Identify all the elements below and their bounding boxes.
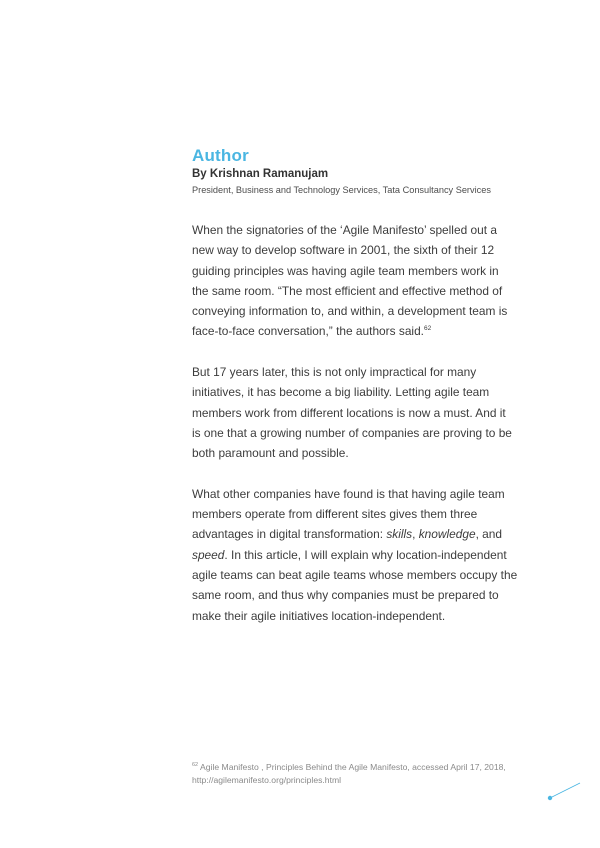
paragraph-1 [192, 220, 542, 342]
text-line: What other companies have found is that having agile team [192, 486, 505, 501]
paragraph-3 [192, 484, 542, 626]
text-line [192, 545, 542, 565]
text-segment: advantages in digital transformation: [192, 527, 387, 542]
text-line: But 17 years later, this is not only impractical for many [192, 365, 477, 380]
article-body [192, 220, 542, 646]
footnote-url[interactable]: http://agilemanifesto.org/principles.html [192, 775, 342, 785]
text-line: is one that a growing number of companies are proving to be [192, 425, 512, 440]
author-title: President, Business and Technology Services, Tata Consultancy Services [192, 185, 491, 195]
footnote-text: Agile Manifesto , Principles Behind the Agile Manifesto, accessed April 17, 2018, [198, 762, 506, 772]
text-line: same room, and thus why companies must be prepared to [192, 588, 499, 603]
emphasis-speed: speed [192, 547, 225, 562]
text-line: make their agile initiatives location-independent. [192, 608, 446, 623]
footnote-number: 62 [192, 762, 199, 769]
author-name: By Krishnan Ramanujam [192, 168, 329, 180]
paragraph-2 [192, 362, 542, 463]
text-line: both paramount and possible. [192, 446, 349, 461]
text-segment: , [412, 527, 419, 542]
text-segment: , and [475, 527, 503, 542]
text-line: initiatives, it has become a big liability. Letting agile team [192, 385, 490, 400]
text-line: the same room. “The most efficient and effective method of [192, 283, 503, 298]
text-line: members work from different locations is now a must. And it [192, 405, 506, 420]
author-heading: Author [192, 146, 249, 165]
footnote [192, 761, 542, 787]
text-line: conveying information to, and within, a development team is [192, 304, 508, 319]
text-line: new way to develop software in 2001, the sixth of their 12 [192, 243, 495, 258]
text-line: guiding principles was having agile team members work in [192, 263, 499, 278]
footnote-line [192, 761, 542, 774]
text-line [192, 524, 542, 544]
emphasis-knowledge: knowledge [418, 527, 476, 542]
text-line: agile teams can beat agile teams whose members occupy the [192, 568, 518, 583]
text-segment: face-to-face conversation,” the authors said. [192, 324, 424, 339]
text-line: When the signatories of the ‘Agile Manifesto’ spelled out a [192, 223, 497, 237]
footnote-reference[interactable]: 62 [424, 325, 432, 333]
text-line: members operate from different sites gives them three [192, 507, 478, 522]
decorative-line-icon [540, 775, 590, 805]
emphasis-skills: skills [386, 527, 413, 542]
text-line [192, 321, 542, 341]
text-segment: . In this article, I will explain why location-independent [224, 547, 507, 562]
